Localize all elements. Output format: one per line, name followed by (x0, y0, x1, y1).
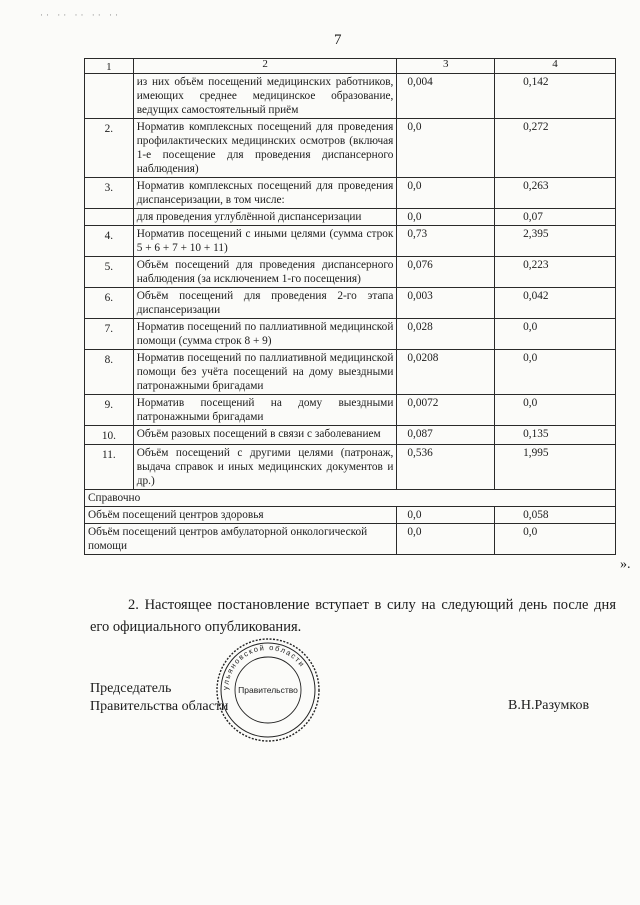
table-row (85, 178, 616, 209)
row-value-col3: 0,003 (397, 288, 495, 319)
row-number: 10. (85, 426, 134, 445)
signature-block (90, 680, 228, 716)
row-description: Норматив комплексных посещений для проведения диспансеризации, в том числе: (133, 178, 397, 209)
reference-row (85, 524, 616, 555)
row-value-col3: 0,536 (397, 445, 495, 490)
row-value-col3: 0,004 (397, 74, 495, 119)
table-header-row (85, 59, 616, 74)
row-value-col3: 0,0 (397, 178, 495, 209)
row-number: 6. (85, 288, 134, 319)
table-row (85, 119, 616, 178)
official-seal-stamp (214, 636, 322, 744)
row-number: 7. (85, 319, 134, 350)
row-number: 8. (85, 350, 134, 395)
row-value-col3: 0,0 (397, 119, 495, 178)
row-value-col4: 0,0 (495, 319, 616, 350)
scan-artifacts: ·· ·· ·· ·· ·· (40, 10, 121, 20)
row-description: Норматив посещений с иными целями (сумма строк 5 + 6 + 7 + 10 + 11) (133, 226, 397, 257)
header-col-2: 2 (133, 59, 397, 74)
row-description: Норматив посещений по паллиативной медицинской помощи (сумма строк 8 + 9) (133, 319, 397, 350)
table-row (85, 426, 616, 445)
table-row (85, 395, 616, 426)
row-number (85, 209, 134, 226)
row-value-col3: 0,73 (397, 226, 495, 257)
row-value-col4: 0,135 (495, 426, 616, 445)
row-description: Объём посещений для проведения диспансерного наблюдения (за исключением 1-го посещения) (133, 257, 397, 288)
closing-quote: ». (620, 557, 631, 572)
stamp-ring-text: ульяновской области (220, 642, 308, 691)
row-number: 9. (85, 395, 134, 426)
row-value-col3: 0,0 (397, 209, 495, 226)
row-value-col4: 0,142 (495, 74, 616, 119)
signature-title-line2: Правительства области (90, 699, 229, 714)
row-value-col4: 0,07 (495, 209, 616, 226)
table-row (85, 257, 616, 288)
norms-table (84, 58, 616, 555)
signature-title-line1: Председатель (90, 681, 172, 696)
row-number: 5. (85, 257, 134, 288)
row-number: 3. (85, 178, 134, 209)
norms-table-body (85, 59, 616, 555)
reference-row (85, 507, 616, 524)
row-value-col4: 0,223 (495, 257, 616, 288)
table-row (85, 350, 616, 395)
header-col-1: 1 (85, 59, 134, 74)
reference-description: Объём посещений центров амбулаторной онкологической помощи (85, 524, 397, 555)
row-value-col4: 0,0 (495, 395, 616, 426)
row-number: 2. (85, 119, 134, 178)
row-description: для проведения углублённой диспансеризации (133, 209, 397, 226)
effective-date-paragraph: 2. Настоящее постановление вступает в силу на следующий день после дня его официального опубликования. (90, 597, 616, 635)
row-number: 11. (85, 445, 134, 490)
row-number (85, 74, 134, 119)
reference-label-row (85, 490, 616, 507)
signer-name: В.Н.Разумков (508, 698, 590, 713)
svg-text:ульяновской области (221, 643, 307, 690)
row-description: Объём посещений для проведения 2-го этапа диспансеризации (133, 288, 397, 319)
table-row (85, 209, 616, 226)
reference-value-col4: 0,0 (495, 524, 616, 555)
stamp-center-text: Правительство (238, 685, 298, 695)
row-description: из них объём посещений медицинских работников, имеющих среднее медицинское образование, ведущих самостоятельный приём (133, 74, 397, 119)
table-row (85, 226, 616, 257)
table-row (85, 288, 616, 319)
row-value-col4: 2,395 (495, 226, 616, 257)
row-value-col4: 0,042 (495, 288, 616, 319)
row-value-col4: 0,272 (495, 119, 616, 178)
row-value-col3: 0,028 (397, 319, 495, 350)
reference-value-col3: 0,0 (397, 507, 495, 524)
reference-value-col3: 0,0 (397, 524, 495, 555)
row-description: Норматив посещений по паллиативной медицинской помощи без учёта посещений на дому выездными патронажными бригадами (133, 350, 397, 395)
reference-label: Справочно (85, 490, 616, 507)
table-row (85, 319, 616, 350)
row-value-col3: 0,0072 (397, 395, 495, 426)
row-number: 4. (85, 226, 134, 257)
row-description: Норматив комплексных посещений для проведения профилактических медицинских осмотров (включая 1-е посещение для проведения диспансерного наблюдения) (133, 119, 397, 178)
page-number: 7 (334, 32, 342, 48)
row-description: Объём посещений с другими целями (патронаж, выдача справок и иных медицинских документов и др.) (133, 445, 397, 490)
header-col-4: 4 (495, 59, 616, 74)
reference-value-col4: 0,058 (495, 507, 616, 524)
row-value-col3: 0,076 (397, 257, 495, 288)
row-value-col3: 0,0208 (397, 350, 495, 395)
row-description: Норматив посещений на дому выездными патронажными бригадами (133, 395, 397, 426)
row-value-col4: 0,263 (495, 178, 616, 209)
table-row (85, 74, 616, 119)
row-value-col4: 1,995 (495, 445, 616, 490)
header-col-3: 3 (397, 59, 495, 74)
row-value-col4: 0,0 (495, 350, 616, 395)
reference-description: Объём посещений центров здоровья (85, 507, 397, 524)
row-value-col3: 0,087 (397, 426, 495, 445)
table-row (85, 445, 616, 490)
row-description: Объём разовых посещений в связи с заболеванием (133, 426, 397, 445)
